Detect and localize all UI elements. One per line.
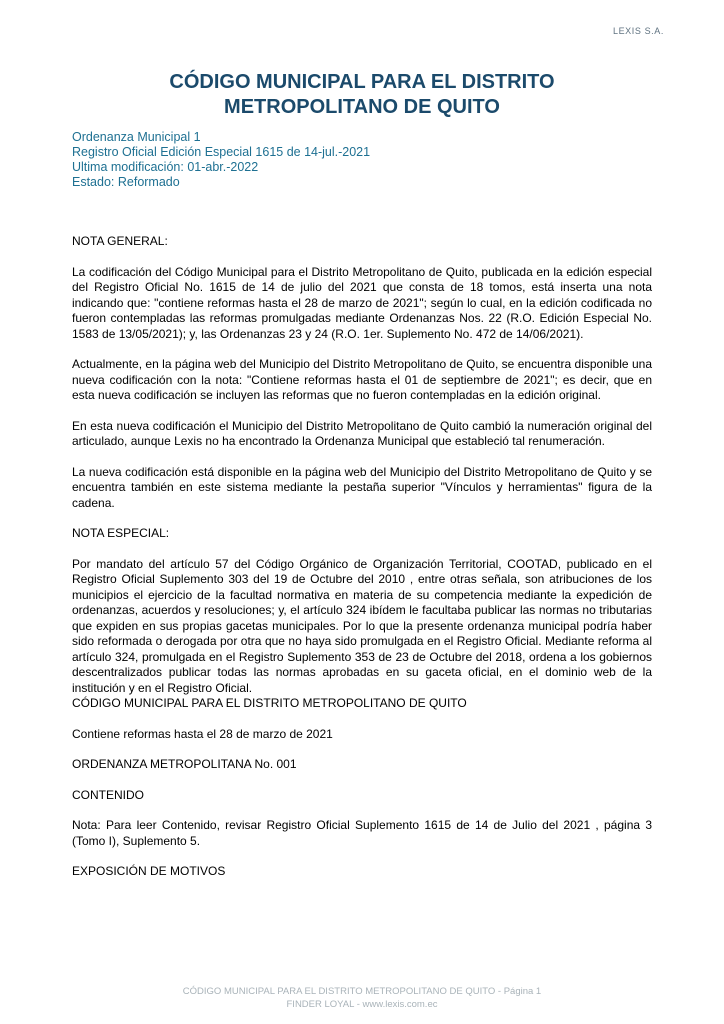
nota-general-paragraph-2: Actualmente, en la página web del Municipio del Distrito Metropolitano de Quito, se encuentra disponible una nueva codificación con la nota: "Contiene reformas hasta el 01 de septiembre de 2021"; es decir, que en esta nueva codificación se incluyen las reformas que no fueron contempladas en la edición original. xyxy=(72,357,652,402)
nota-general-paragraph-3: En esta nueva codificación el Municipio del Distrito Metropolitano de Quito cambió la numeración original del articulado, aunque Lexis no ha encontrado la Ordenanza Municipal que estableció tal renumeración. xyxy=(72,418,652,448)
page-footer xyxy=(0,985,724,1011)
codigo-municipal-line: CÓDIGO MUNICIPAL PARA EL DISTRITO METROPOLITANO DE QUITO xyxy=(72,696,467,710)
nota-general-heading: NOTA GENERAL: xyxy=(72,234,168,248)
nota-general-paragraph-4: La nueva codificación está disponible en la página web del Municipio del Distrito Metropolitano de Quito y se encuentra también en este sistema mediante la pestaña superior "Vínculos y herramientas" figura de la cadena. xyxy=(72,464,652,510)
meta-ordenanza: Ordenanza Municipal 1 xyxy=(72,130,201,144)
nota-especial-heading: NOTA ESPECIAL: xyxy=(72,526,170,540)
meta-registro-oficial: Registro Oficial Edición Especial 1615 de 14-jul.-2021 xyxy=(72,145,371,159)
contenido-heading: CONTENIDO xyxy=(72,787,144,802)
nota-general-paragraph-1: La codificación del Código Municipal para el Distrito Metropolitano de Quito, publicada en la edición especial del Registro Oficial No. 1615 de 14 de julio del 2021 que consta de 18 tomos, está inserta una nota indicando que: "contiene reformas hasta el 28 de marzo de 2021"; según lo cual, en la edición codificada no fueron contempladas las reformas promulgadas mediante Ordenanzas Nos. 22 (R.O. Edición Especial No. 1583 de 13/05/2021); y, las Ordenanzas 23 y 24 (R.O. 1er. Suplemento No. 472 de 14/06/2021). xyxy=(72,264,652,341)
footer-document-title-page: CÓDIGO MUNICIPAL PARA EL DISTRITO METROPOLITANO DE QUITO - Página 1 xyxy=(182,986,542,997)
meta-estado: Estado: Reformado xyxy=(72,175,180,189)
doc-metadata xyxy=(72,130,652,190)
contiene-reformas-line: Contiene reformas hasta el 28 de marzo de 2021 xyxy=(72,726,333,741)
page-title: CÓDIGO MUNICIPAL PARA EL DISTRITO METROPOLITANO DE QUITO xyxy=(169,71,555,118)
meta-ultima-modificacion: Ultima modificación: 01-abr.-2022 xyxy=(72,160,259,174)
contenido-note: Nota: Para leer Contenido, revisar Registro Oficial Suplemento 1615 de 14 de Julio del 2021 , página 3 (Tomo I), Suplemento 5. xyxy=(72,818,652,848)
footer-finder-loyal: FINDER LOYAL - www.lexis.com.ec xyxy=(286,999,438,1010)
lexis-brand-label: LEXIS S.A. xyxy=(612,26,664,36)
nota-especial-paragraph-1: Por mandato del artículo 57 del Código Orgánico de Organización Territorial, COOTAD, publicado en el Registro Oficial Suplemento 303 del 19 de Octubre del 2010 , entre otras señala, son atribuciones de los municipios el ejercicio de la facultad normativa en materia de su competencia mediante la expedición de ordenanzas, acuerdos y resoluciones; y, el artículo 324 ibídem le facultaba publicar las normas no tributarias que expiden en sus propias gacetas municipales. Por lo que la presente ordenanza municipal podría haber sido reformada o derogada por otra que no haya sido promulgada en el Registro Oficial. Mediante reforma al artículo 324, promulgada en el Registro Suplemento 353 de 23 de Octubre del 2018, ordena a los gobiernos descentralizados publicar todas las normas aprobadas en su gaceta oficial, en el dominio web de la institución y en el Registro Oficial. xyxy=(72,556,652,695)
exposicion-de-motivos-heading: EXPOSICIÓN DE MOTIVOS xyxy=(72,864,226,878)
ordenanza-metropolitana-heading: ORDENANZA METROPOLITANA No. 001 xyxy=(72,757,297,771)
doc-body xyxy=(72,234,652,880)
